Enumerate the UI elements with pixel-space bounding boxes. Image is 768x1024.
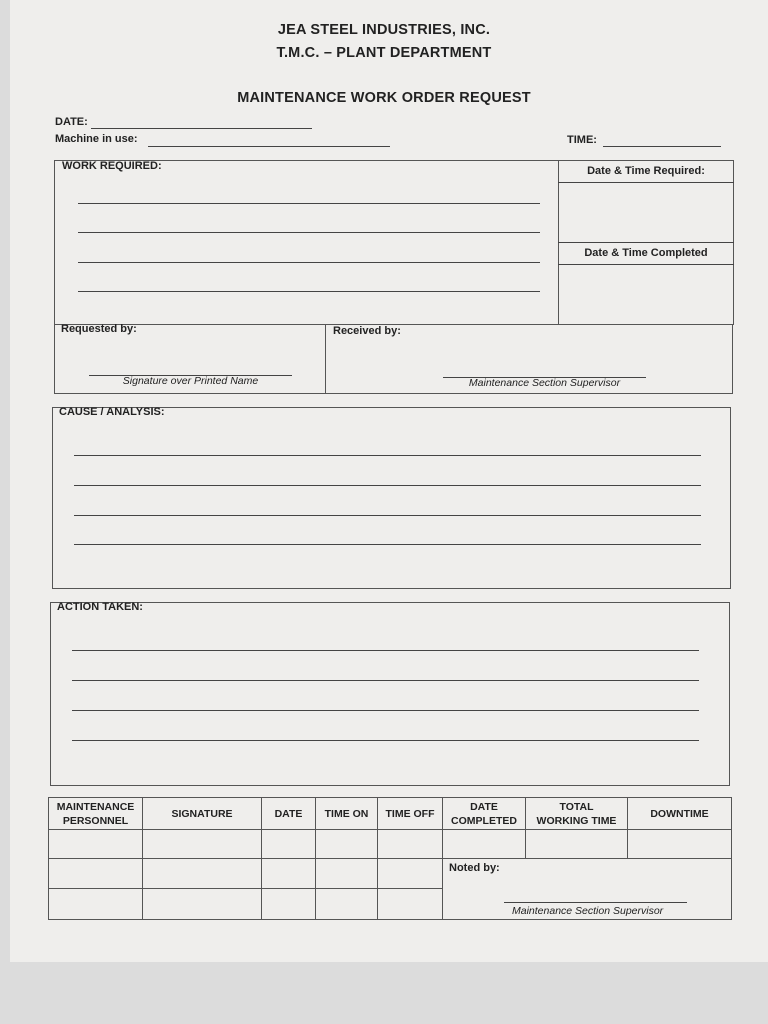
form-title: MAINTENANCE WORK ORDER REQUEST — [237, 90, 531, 106]
action-line-3[interactable] — [72, 710, 699, 711]
action-line-1[interactable] — [72, 650, 699, 651]
cell-time-off[interactable] — [378, 830, 443, 859]
department-name: T.M.C. – PLANT DEPARTMENT — [276, 45, 492, 61]
header-personnel: MAINTENANCE PERSONNEL — [49, 798, 143, 830]
noted-by-label: Noted by: — [449, 862, 500, 874]
cause-line-1[interactable] — [74, 455, 701, 456]
cause-line-4[interactable] — [74, 544, 701, 545]
noted-by-cell[interactable] — [443, 859, 732, 920]
cell-time-off[interactable] — [378, 889, 443, 920]
cell-downtime[interactable] — [628, 830, 732, 859]
machine-label: Machine in use: — [55, 133, 138, 145]
cause-analysis-label: CAUSE / ANALYSIS: — [59, 406, 165, 418]
machine-field[interactable] — [148, 146, 390, 147]
cell-time-on[interactable] — [316, 859, 378, 889]
header-time-on: TIME ON — [316, 798, 378, 830]
date-field[interactable] — [91, 128, 312, 129]
header-time-off: TIME OFF — [378, 798, 443, 830]
date-time-completed-field[interactable] — [559, 265, 733, 324]
action-taken-label: ACTION TAKEN: — [57, 601, 143, 613]
header-date-completed: DATE COMPLETED — [443, 798, 526, 830]
work-line-4[interactable] — [78, 291, 540, 292]
cell-date[interactable] — [262, 859, 316, 889]
cell-signature[interactable] — [143, 830, 262, 859]
work-line-2[interactable] — [78, 232, 540, 233]
action-taken-box — [50, 602, 730, 786]
personnel-table — [48, 797, 732, 920]
company-name: JEA STEEL INDUSTRIES, INC. — [277, 22, 491, 38]
action-line-4[interactable] — [72, 740, 699, 741]
requested-divider — [325, 324, 326, 394]
date-label: DATE: — [55, 116, 88, 128]
cell-personnel[interactable] — [49, 830, 143, 859]
header-date: DATE — [262, 798, 316, 830]
received-caption: Maintenance Section Supervisor — [468, 377, 621, 389]
cell-signature[interactable] — [143, 859, 262, 889]
cause-analysis-box — [52, 407, 731, 589]
cell-signature[interactable] — [143, 889, 262, 920]
received-by-label: Received by: — [333, 325, 401, 337]
header-total-working-time: TOTAL WORKING TIME — [526, 798, 628, 830]
work-required-label: WORK REQUIRED: — [62, 160, 162, 172]
cell-time-on[interactable] — [316, 830, 378, 859]
cell-personnel[interactable] — [49, 889, 143, 920]
requested-caption: Signature over Printed Name — [122, 375, 259, 387]
dt-completed-top — [558, 242, 734, 243]
date-time-completed-label: Date & Time Completed — [584, 247, 708, 259]
header-signature: SIGNATURE — [143, 798, 262, 830]
header-downtime: DOWNTIME — [628, 798, 732, 830]
date-time-required-field[interactable] — [559, 183, 733, 242]
time-field[interactable] — [603, 146, 721, 147]
requested-by-label: Requested by: — [61, 323, 137, 335]
cell-total-working-time[interactable] — [526, 830, 628, 859]
cell-date[interactable] — [262, 889, 316, 920]
work-line-3[interactable] — [78, 262, 540, 263]
cause-line-2[interactable] — [74, 485, 701, 486]
cell-time-off[interactable] — [378, 859, 443, 889]
cell-time-on[interactable] — [316, 889, 378, 920]
cause-line-3[interactable] — [74, 515, 701, 516]
cell-personnel[interactable] — [49, 859, 143, 889]
cell-date[interactable] — [262, 830, 316, 859]
noted-caption: Maintenance Section Supervisor — [512, 905, 664, 917]
noted-signature-line[interactable] — [504, 902, 687, 903]
work-line-1[interactable] — [78, 203, 540, 204]
action-line-2[interactable] — [72, 680, 699, 681]
date-time-required-label: Date & Time Required: — [587, 165, 705, 177]
time-label: TIME: — [567, 134, 597, 146]
cell-date-completed[interactable] — [443, 830, 526, 859]
